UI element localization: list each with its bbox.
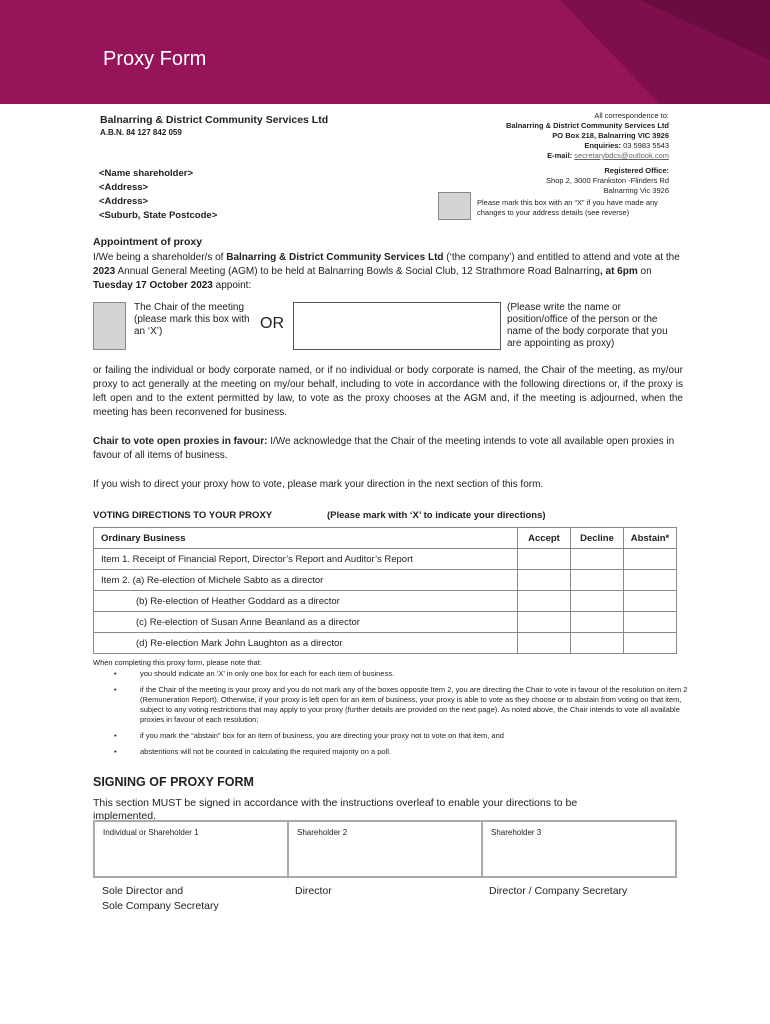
table-row	[94, 570, 677, 591]
registered-office-heading: Registered Office:	[604, 166, 669, 175]
appointment-heading: Appointment of proxy	[93, 236, 203, 248]
signature-box-shareholder-1[interactable]	[95, 822, 289, 876]
table-row	[94, 633, 677, 654]
signature-box-label: Shareholder 3	[491, 828, 542, 837]
correspondence-po-box: PO Box 218, Balnarring VIC 3926	[552, 131, 669, 140]
enquiries-label: Enquiries:	[584, 141, 622, 150]
item-label: (b) Re-election of Heather Goddard as a director	[94, 591, 518, 612]
list-item: • if the Chair of the meeting is your proxy and you do not mark any of the boxes opposite Item 2, you are directing the Chair to vote in favour of the resolution on item 2 (Remuneration Report). Otherwise, if your proxy is left open for an item of business, your proxy is able to vote as they choose or to abstain from voting on that item, subject to any voting restrictions that may apply to your proxy (further details are provided on the next page). As noted above, the Chair intends to vote all available proxies in favour of each resolution;	[140, 685, 700, 725]
signature-box-shareholder-3[interactable]	[483, 822, 675, 876]
voting-heading: VOTING DIRECTIONS TO YOUR PROXY	[93, 510, 273, 521]
signatory-role-1	[102, 884, 219, 914]
table-row	[94, 591, 677, 612]
signature-box-shareholder-2[interactable]	[289, 822, 483, 876]
direct-proxy-paragraph: If you wish to direct your proxy how to vote, please mark your direction in the next section of this form.	[93, 479, 544, 490]
chair-proxy-checkbox[interactable]	[93, 302, 126, 350]
chair-proxy-label: The Chair of the meeting (please mark this box with an ‘X’)	[134, 302, 250, 337]
shareholder-address-block	[99, 167, 217, 223]
accept-checkbox[interactable]	[518, 612, 571, 633]
voting-table	[93, 527, 677, 654]
notes-heading: When completing this proxy form, please note that:	[93, 658, 262, 667]
voting-heading-note: (Please mark with ‘X’ to indicate your directions)	[327, 510, 546, 521]
registered-office-line: Balnarring Vic 3926	[603, 186, 669, 195]
decline-checkbox[interactable]	[571, 633, 624, 654]
signing-heading: SIGNING OF PROXY FORM	[93, 775, 254, 789]
signature-box-label: Individual or Shareholder 1	[103, 828, 199, 837]
item-label: (c) Re-election of Susan Anne Beanland as a director	[94, 612, 518, 633]
abstain-checkbox[interactable]	[624, 570, 677, 591]
decline-checkbox[interactable]	[571, 570, 624, 591]
address-line: <Suburb, State Postcode>	[99, 210, 218, 221]
address-line: <Name shareholder>	[99, 168, 193, 179]
table-row	[94, 549, 677, 570]
appointment-intro: I/We being a shareholder/s of Balnarring & District Community Services Ltd (‘the company’) and entitled to attend and vote at the 2023 Annual General Meeting (AGM) to be held at Balnarring Bowls & Social Club, 12 Strathmore Road Balnarring, at 6pm on Tuesday 17 October 2023 appoint:	[93, 252, 680, 291]
form-title: Proxy Form	[103, 48, 207, 70]
item-label: Item 1. Receipt of Financial Report, Director’s Report and Auditor’s Report	[94, 549, 518, 570]
decline-checkbox[interactable]	[571, 549, 624, 570]
address-line: <Address>	[99, 182, 149, 193]
signing-instruction: This section MUST be signed in accordance with the instructions overleaf to enable your directions to be implemented.	[93, 797, 578, 822]
registered-office-line: Shop 2, 3000 Frankston -Flinders Rd	[546, 176, 669, 185]
accept-checkbox[interactable]	[518, 633, 571, 654]
correspondence-block	[506, 111, 669, 161]
chair-open-proxies-paragraph: Chair to vote open proxies in favour: I/We acknowledge that the Chair of the meeting intends to vote all available open proxies in favour of all items of business.	[93, 436, 675, 461]
decline-checkbox[interactable]	[571, 612, 624, 633]
signatory-role-2: Director	[295, 885, 332, 897]
header-banner	[0, 0, 770, 104]
or-separator: OR	[260, 315, 284, 332]
enquiries-phone: 03 5983 5543	[623, 141, 669, 150]
correspondence-name: Balnarring & District Community Services Ltd	[506, 121, 669, 130]
email-link[interactable]: secretarybdcs@outlook.com	[574, 151, 669, 160]
column-header: Ordinary Business	[94, 528, 518, 549]
signature-grid	[93, 820, 677, 878]
accept-checkbox[interactable]	[518, 591, 571, 612]
proxy-name-label: (Please write the name or position/office of the person or the name of the body corporate that you are appointing as proxy)	[507, 302, 668, 349]
item-label: Item 2. (a) Re-election of Michele Sabto as a director	[94, 570, 518, 591]
abstain-checkbox[interactable]	[624, 549, 677, 570]
column-header: Decline	[571, 528, 624, 549]
signatory-role-3: Director / Company Secretary	[489, 885, 628, 897]
correspondence-heading: All correspondence to:	[594, 111, 669, 120]
notes-list	[93, 669, 700, 763]
accept-checkbox[interactable]	[518, 549, 571, 570]
list-item: • you should indicate an ‘X’ in only one box for each for each item of business.	[140, 669, 700, 679]
column-header: Accept	[518, 528, 571, 549]
failing-paragraph: or failing the individual or body corporate named, or if no individual or body corporate is named, the Chair of the meeting, as my/our proxy to act generally at the meeting on my/our behalf, including to vote in accordance with the following directions or, if the proxy is left open and to the extent permitted by law, to vote as the proxy chooses at the AGM and, if the meeting is adjourned, when the meeting has been reconvened for business.	[93, 365, 683, 418]
proxy-name-field[interactable]	[293, 302, 501, 350]
table-row	[94, 612, 677, 633]
signature-box-label: Shareholder 2	[297, 828, 348, 837]
address-line: <Address>	[99, 196, 149, 207]
company-abn: A.B.N. 84 127 842 059	[100, 128, 182, 137]
role-line: Sole Company Secretary	[102, 900, 219, 912]
abstain-checkbox[interactable]	[624, 612, 677, 633]
email-label: E-mail:	[547, 151, 573, 160]
address-change-note: Please mark this box with an “X” if you have made any changes to your address details (see reverse)	[477, 198, 658, 217]
abstain-checkbox[interactable]	[624, 591, 677, 612]
item-label: (d) Re-election Mark John Laughton as a director	[94, 633, 518, 654]
role-line: Sole Director and	[102, 885, 184, 897]
voting-header-row	[94, 528, 677, 549]
abstain-checkbox[interactable]	[624, 633, 677, 654]
accept-checkbox[interactable]	[518, 570, 571, 591]
address-change-checkbox[interactable]	[438, 192, 471, 220]
registered-office-block	[546, 166, 669, 196]
decline-checkbox[interactable]	[571, 591, 624, 612]
list-item: • if you mark the “abstain” box for an item of business, you are directing your proxy not to vote on that item, and	[140, 731, 700, 741]
list-item: • abstentions will not be counted in calculating the required majority on a poll.	[140, 747, 700, 757]
company-name: Balnarring & District Community Services Ltd	[100, 114, 329, 126]
column-header: Abstain*	[624, 528, 677, 549]
